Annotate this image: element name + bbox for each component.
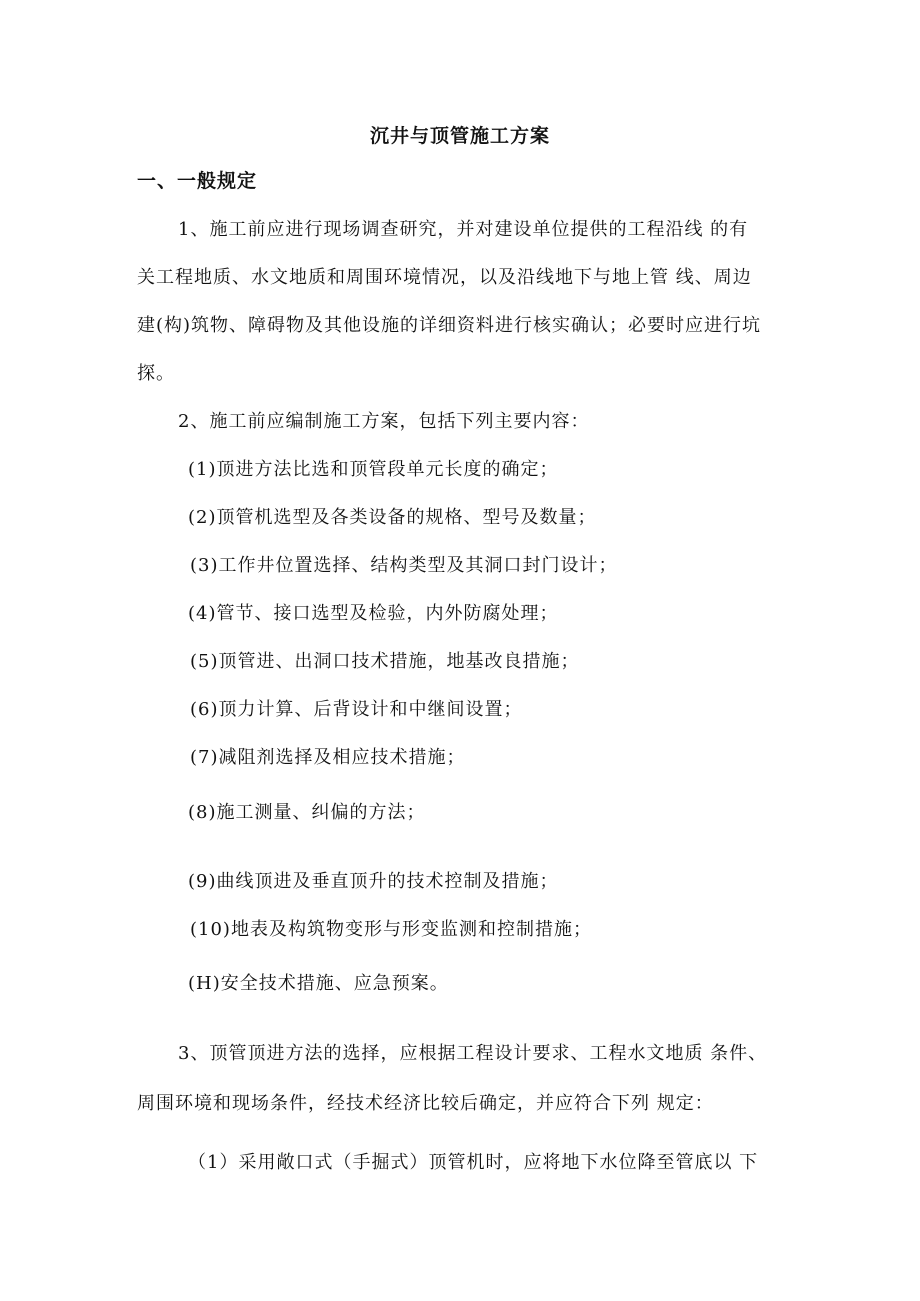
list-item: (6)顶力计算、后背设计和中继间设置； [190, 699, 523, 720]
list-item: (5)顶管进、出洞口技术措施，地基改良措施； [190, 651, 580, 672]
list-item: (1)顶进方法比选和顶管段单元长度的确定； [188, 459, 559, 480]
section-heading: 一、一般规定 [137, 170, 258, 192]
list-item: (8)施工测量、纠偏的方法； [188, 802, 426, 823]
list-item: (H)安全技术措施、应急预案。 [188, 973, 449, 994]
paragraph-line: 建(构)筑物、障碍物及其他设施的详细资料进行核实确认；必要时应进行坑 [137, 315, 762, 336]
paragraph-line: 关工程地质、水文地质和周围环境情况，以及沿线地下与地上管 线、周边 [137, 267, 752, 288]
list-item: (7)减阻剂选择及相应技术措施； [190, 747, 466, 768]
list-item: (2)顶管机选型及各类设备的规格、型号及数量； [188, 507, 597, 528]
list-item: (9)曲线顶进及垂直顶升的技术控制及措施； [188, 871, 559, 892]
paragraph-line: 1、施工前应进行现场调查研究，并对建设单位提供的工程沿线 的有 [178, 219, 749, 240]
paragraph-line: 2、施工前应编制施工方案，包括下列主要内容： [178, 411, 590, 432]
paragraph-line: 周围环境和现场条件，经技术经济比较后确定，并应符合下列 规定： [137, 1093, 714, 1114]
paragraph-line: （1）采用敞口式（手掘式）顶管机时，应将地下水位降至管底以 下 [188, 1152, 759, 1173]
paragraph-line: 3、顶管顶进方法的选择，应根据工程设计要求、工程水文地质 条件、 [178, 1043, 768, 1064]
list-item: (3)工作井位置选择、结构类型及其洞口封门设计； [190, 555, 618, 576]
paragraph-line: 探。 [137, 363, 175, 384]
list-item: (4)管节、接口选型及检验，内外防腐处理； [188, 603, 559, 624]
list-item: (10)地表及构筑物变形与形变监测和控制措施； [190, 919, 592, 940]
document-title: 沉井与顶管施工方案 [369, 125, 550, 147]
